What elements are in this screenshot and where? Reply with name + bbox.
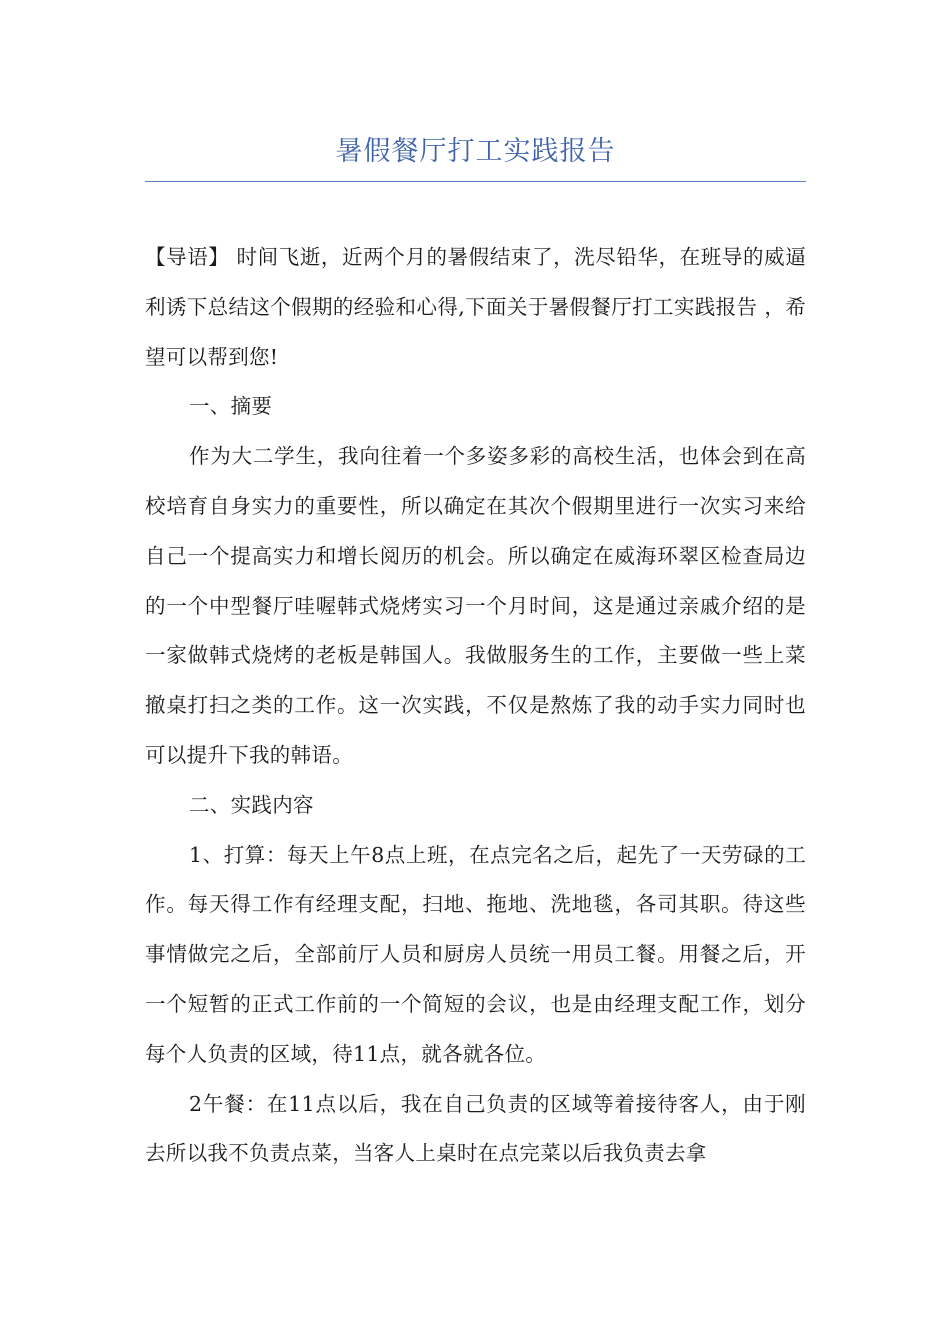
intro-paragraph: 【导语】 时间飞逝，近两个月的暑假结束了，洗尽铅华，在班导的威逼利诱下总结这个假期的经验和心得,下面关于暑假餐厅打工实践报告 ，希望可以帮到您! bbox=[145, 245, 806, 369]
section-heading-summary: 一、摘要 bbox=[189, 394, 273, 419]
practice-paragraph-lunch: 2午餐：在11点以后，我在自己负责的区域等着接待客人，由于刚去所以我不负责点菜，当客人上桌时在点完菜以后我负责去拿 bbox=[145, 1091, 806, 1166]
document-body bbox=[145, 233, 806, 1179]
document-title: 暑假餐厅打工实践报告 bbox=[335, 136, 616, 167]
section-heading-practice: 二、实践内容 bbox=[189, 792, 314, 817]
practice-paragraph-preparation: 1、打算：每天上午8点上班，在点完名之后，起先了一天劳碌的工作。每天得工作有经理支配，扫地、拖地、洗地毯，各司其职。待这些事情做完之后，全部前厅人员和厨房人员统一用员工餐。用餐之后，开一个短暂的正式工作前的一个简短的会议，也是由经理支配工作，划分每个人负责的区域，待11点，就各就各位。 bbox=[145, 842, 806, 1066]
title-underline bbox=[145, 181, 806, 182]
summary-paragraph: 作为大二学生，我向往着一个多姿多彩的高校生活，也体会到在高校培育自身实力的重要性，所以确定在其次个假期里进行一次实习来给自己一个提高实力和增长阅历的机会。所以确定在威海环翠区检查局边的一个中型餐厅哇喔韩式烧烤实习一个月时间，这是通过亲戚介绍的是一家做韩式烧烤的老板是韩国人。我做服务生的工作，主要做一些上菜撤桌打扫之类的工作。这一次实践，不仅是熬炼了我的动手实力同时也可以提升下我的韩语。 bbox=[145, 444, 806, 767]
